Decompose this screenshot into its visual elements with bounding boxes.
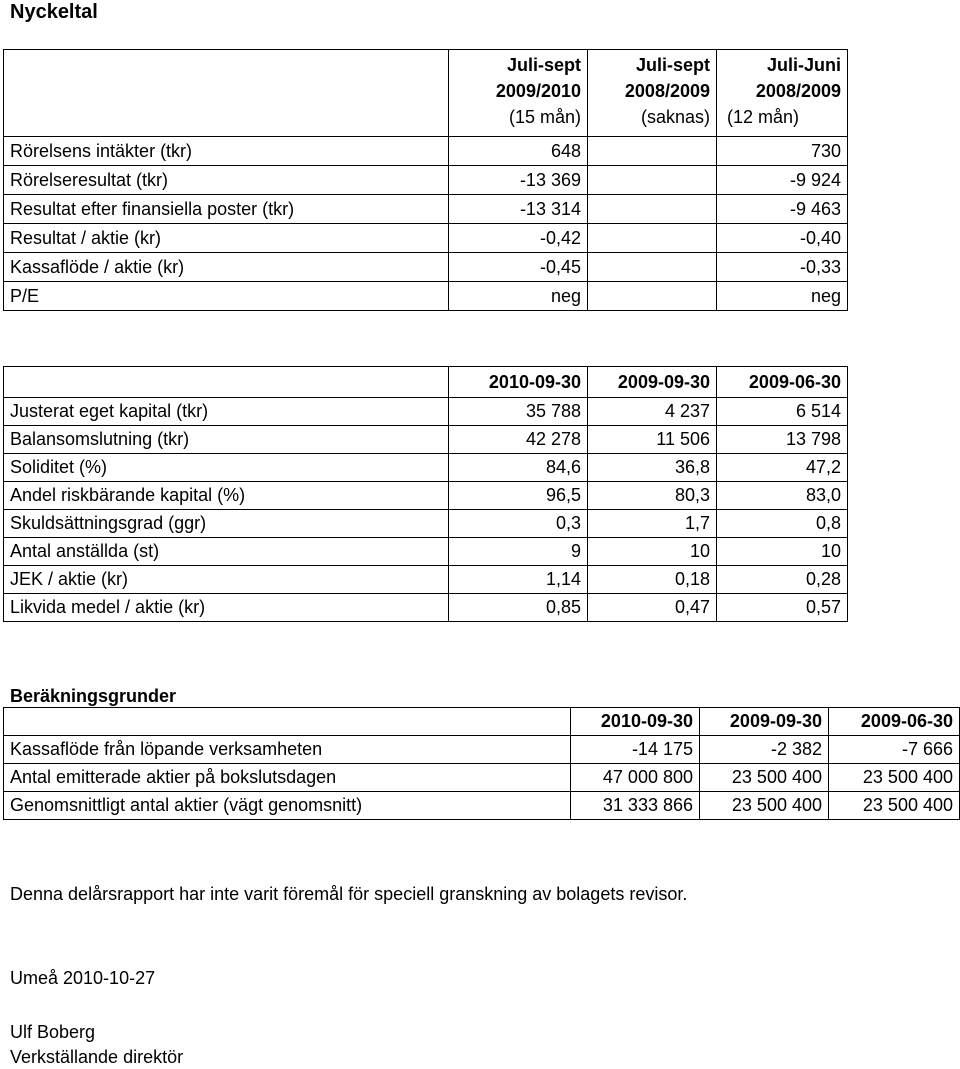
column-header-line3: (12 mån) [727, 107, 800, 127]
cell-value: 23 500 400 [829, 764, 960, 792]
cell-value: -9 924 [717, 166, 848, 195]
table-row [4, 195, 848, 224]
cell-value: neg [449, 282, 588, 311]
cell-value: 0,57 [717, 594, 848, 622]
cell-value: 47,2 [717, 454, 848, 482]
cell-value: -13 314 [449, 195, 588, 224]
row-label: Resultat efter finansiella poster (tkr) [4, 195, 449, 224]
column-header [717, 50, 848, 137]
cell-value [588, 195, 717, 224]
table-row [4, 398, 848, 426]
row-label: Skuldsättningsgrad (ggr) [4, 510, 449, 538]
column-header: 2010-09-30 [449, 367, 588, 398]
table-row [4, 594, 848, 622]
table-row [4, 137, 848, 166]
cell-value: 47 000 800 [571, 764, 700, 792]
column-header-line1: Juli-sept [506, 55, 581, 75]
table-header-row [4, 708, 960, 736]
signatory-title: Verkställande direktör [10, 1047, 184, 1067]
header-empty-cell [4, 708, 571, 736]
cell-value: 11 506 [588, 426, 717, 454]
row-label: Genomsnittligt antal aktier (vägt genomsnitt) [4, 792, 571, 820]
column-header-line1: Juli-Juni [766, 55, 841, 75]
page-title: Nyckeltal [10, 1, 98, 23]
cell-value: 23 500 400 [700, 764, 829, 792]
cell-value [588, 253, 717, 282]
row-label: Antal emitterade aktier på bokslutsdagen [4, 764, 571, 792]
cell-value: 96,5 [449, 482, 588, 510]
cell-value: -9 463 [717, 195, 848, 224]
row-label: Kassaflöde från löpande verksamheten [4, 736, 571, 764]
cell-value: 35 788 [449, 398, 588, 426]
column-header-line1: Juli-sept [635, 55, 710, 75]
row-label: Resultat / aktie (kr) [4, 224, 449, 253]
cell-value: 42 278 [449, 426, 588, 454]
column-header-line2: 2009/2010 [495, 81, 581, 101]
cell-value: 10 [717, 538, 848, 566]
cell-value: 0,47 [588, 594, 717, 622]
section-heading: Beräkningsgrunder [10, 686, 177, 706]
cell-value: 648 [449, 137, 588, 166]
row-label: Soliditet (%) [4, 454, 449, 482]
column-header-line3: (15 mån) [508, 107, 581, 127]
row-label: Likvida medel / aktie (kr) [4, 594, 449, 622]
cell-value: 9 [449, 538, 588, 566]
table-row [4, 736, 960, 764]
cell-value: -13 369 [449, 166, 588, 195]
row-label: Justerat eget kapital (tkr) [4, 398, 449, 426]
cell-value: 0,28 [717, 566, 848, 594]
table-row [4, 426, 848, 454]
table-row [4, 764, 960, 792]
column-header-line2: 2008/2009 [755, 81, 841, 101]
table-row [4, 482, 848, 510]
cell-value: 83,0 [717, 482, 848, 510]
cell-value: 0,8 [717, 510, 848, 538]
column-header: 2009-06-30 [829, 708, 960, 736]
cell-value [588, 224, 717, 253]
cell-value: 23 500 400 [829, 792, 960, 820]
table-row [4, 282, 848, 311]
row-label: Rörelseresultat (tkr) [4, 166, 449, 195]
column-header [588, 50, 717, 137]
signatory-name: Ulf Boberg [10, 1022, 96, 1042]
cell-value [588, 282, 717, 311]
cell-value: 84,6 [449, 454, 588, 482]
column-header-line3: (saknas) [640, 107, 710, 127]
cell-value: 31 333 866 [571, 792, 700, 820]
table-row [4, 454, 848, 482]
header-empty-cell [4, 50, 449, 137]
table-row [4, 566, 848, 594]
cell-value: 36,8 [588, 454, 717, 482]
cell-value: -0,42 [449, 224, 588, 253]
column-header: 2010-09-30 [571, 708, 700, 736]
cell-value: 4 237 [588, 398, 717, 426]
table-row [4, 166, 848, 195]
calculation-basis-table [3, 707, 960, 820]
table-row [4, 538, 848, 566]
column-header: 2009-09-30 [588, 367, 717, 398]
balance-figures-table [3, 366, 848, 622]
cell-value: 0,3 [449, 510, 588, 538]
column-header-line2: 2008/2009 [624, 81, 710, 101]
cell-value: -0,45 [449, 253, 588, 282]
column-header: 2009-09-30 [700, 708, 829, 736]
place-date: Umeå 2010-10-27 [10, 968, 156, 988]
cell-value: -7 666 [829, 736, 960, 764]
table-row [4, 224, 848, 253]
table-row [4, 792, 960, 820]
column-header [449, 50, 588, 137]
row-label: Balansomslutning (tkr) [4, 426, 449, 454]
cell-value: -0,33 [717, 253, 848, 282]
cell-value: 10 [588, 538, 717, 566]
row-label: Andel riskbärande kapital (%) [4, 482, 449, 510]
column-header: 2009-06-30 [717, 367, 848, 398]
row-label: JEK / aktie (kr) [4, 566, 449, 594]
review-note: Denna delårsrapport har inte varit föremål för speciell granskning av bolagets revisor. [10, 884, 688, 904]
row-label: Antal anställda (st) [4, 538, 449, 566]
cell-value [588, 137, 717, 166]
cell-value: 6 514 [717, 398, 848, 426]
row-label: Rörelsens intäkter (tkr) [4, 137, 449, 166]
cell-value: -0,40 [717, 224, 848, 253]
header-empty-cell [4, 367, 449, 398]
cell-value: 80,3 [588, 482, 717, 510]
key-figures-table [3, 49, 848, 311]
cell-value: 23 500 400 [700, 792, 829, 820]
table-row [4, 253, 848, 282]
row-label: P/E [4, 282, 449, 311]
table-header-row [4, 50, 848, 137]
cell-value: neg [717, 282, 848, 311]
cell-value: -14 175 [571, 736, 700, 764]
table-row [4, 510, 848, 538]
cell-value: 1,14 [449, 566, 588, 594]
cell-value: 0,18 [588, 566, 717, 594]
row-label: Kassaflöde / aktie (kr) [4, 253, 449, 282]
cell-value: 13 798 [717, 426, 848, 454]
cell-value: 0,85 [449, 594, 588, 622]
cell-value: 730 [717, 137, 848, 166]
cell-value: -2 382 [700, 736, 829, 764]
cell-value [588, 166, 717, 195]
table-header-row [4, 367, 848, 398]
cell-value: 1,7 [588, 510, 717, 538]
